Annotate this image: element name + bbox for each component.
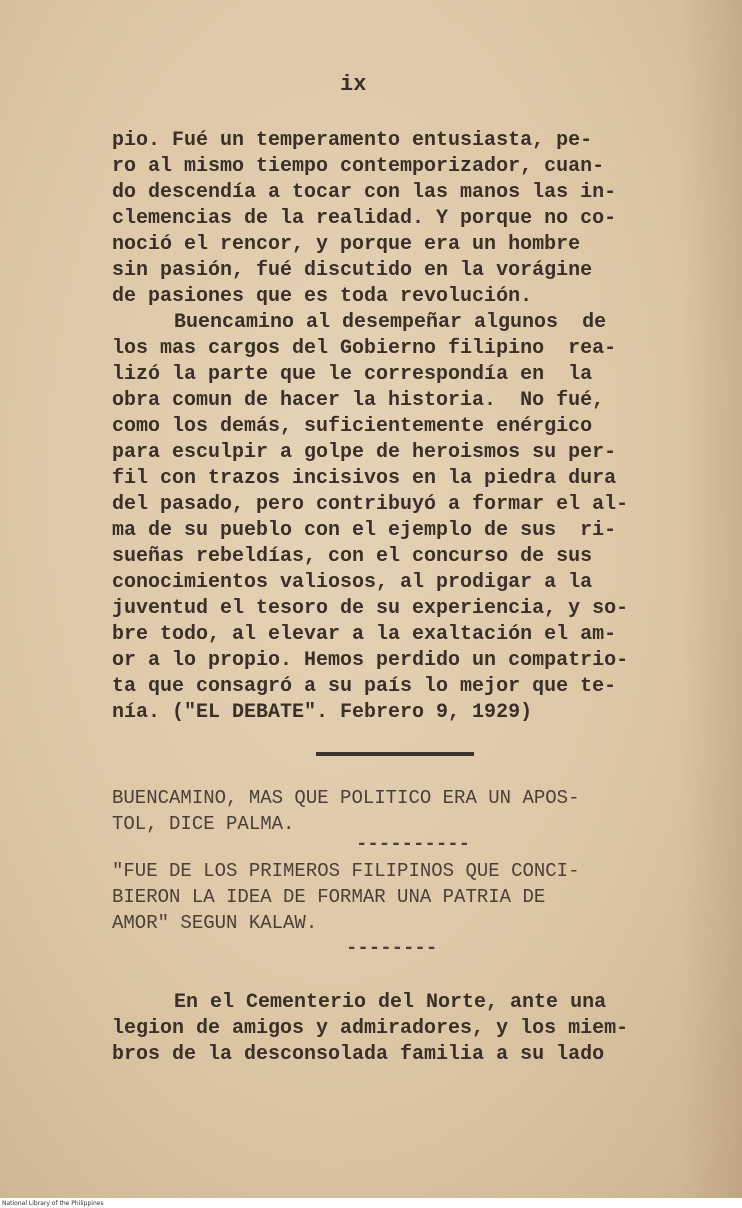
headline-line: BUENCAMINO, MAS QUE POLITICO ERA UN APOS- [112, 787, 580, 809]
text-line: clemencias de la realidad. Y porque no co- [112, 207, 617, 230]
headline-kalaw [112, 858, 672, 936]
headline-line: BIERON LA IDEA DE FORMAR UNA PATRIA DE [112, 886, 546, 908]
text-line: legion de amigos y admiradores, y los miem- [112, 1017, 629, 1040]
dash-separator: ---------- [356, 833, 471, 855]
text-line: del pasado, pero contribuyó a formar el al- [112, 493, 629, 516]
text-line: or a lo propio. Hemos perdido un compatrio- [112, 649, 629, 672]
text-line: nía. ("EL DEBATE". Febrero 9, 1929) [112, 701, 533, 724]
headline-palma [112, 785, 672, 837]
text-line: noció el rencor, y porque era un hombre [112, 233, 581, 256]
headline-line: AMOR" SEGUN KALAW. [112, 912, 318, 934]
text-line: do descendía a tocar con las manos las in- [112, 181, 617, 204]
dash-separator: -------- [346, 937, 438, 959]
footer-credit: National Library of the Philippines [2, 1200, 104, 1207]
text-line: lizó la parte que le correspondía en la [112, 363, 593, 386]
text-line: fil con trazos incisivos en la piedra dura [112, 467, 617, 490]
text-line: sin pasión, fué discutido en la vorágine [112, 259, 593, 282]
text-line: obra comun de hacer la historia. No fué, [112, 389, 605, 412]
text-line: ro al mismo tiempo contemporizador, cuan- [112, 155, 605, 178]
text-line: como los demás, suficientemente enérgico [112, 415, 593, 438]
text-line: los mas cargos del Gobierno filipino rea- [112, 337, 617, 360]
headline-line: TOL, DICE PALMA. [112, 813, 295, 835]
text-line: conocimientos valiosos, al prodigar a la [112, 571, 593, 594]
headline-line: "FUE DE LOS PRIMEROS FILIPINOS QUE CONCI- [112, 860, 580, 882]
closing-paragraph [112, 990, 672, 1068]
text-line: ma de su pueblo con el ejemplo de sus ri- [112, 519, 617, 542]
section-divider [316, 752, 474, 756]
text-line: bre todo, al elevar a la exaltación el am- [112, 623, 617, 646]
text-line: pio. Fué un temperamento entusiasta, pe- [112, 129, 593, 152]
page-number: ix [340, 72, 367, 97]
text-line: juventud el tesoro de su experiencia, y so- [112, 597, 629, 620]
text-line: Buencamino al desempeñar algunos de [174, 311, 607, 334]
body-text [112, 128, 672, 726]
text-line: bros de la desconsolada familia a su lado [112, 1043, 605, 1066]
text-line: sueñas rebeldías, con el concurso de sus [112, 545, 593, 568]
text-line: ta que consagró a su país lo mejor que te- [112, 675, 617, 698]
text-line: para esculpir a golpe de heroismos su per- [112, 441, 617, 464]
text-line: de pasiones que es toda revolución. [112, 285, 533, 308]
text-line: En el Cementerio del Norte, ante una [174, 991, 607, 1014]
